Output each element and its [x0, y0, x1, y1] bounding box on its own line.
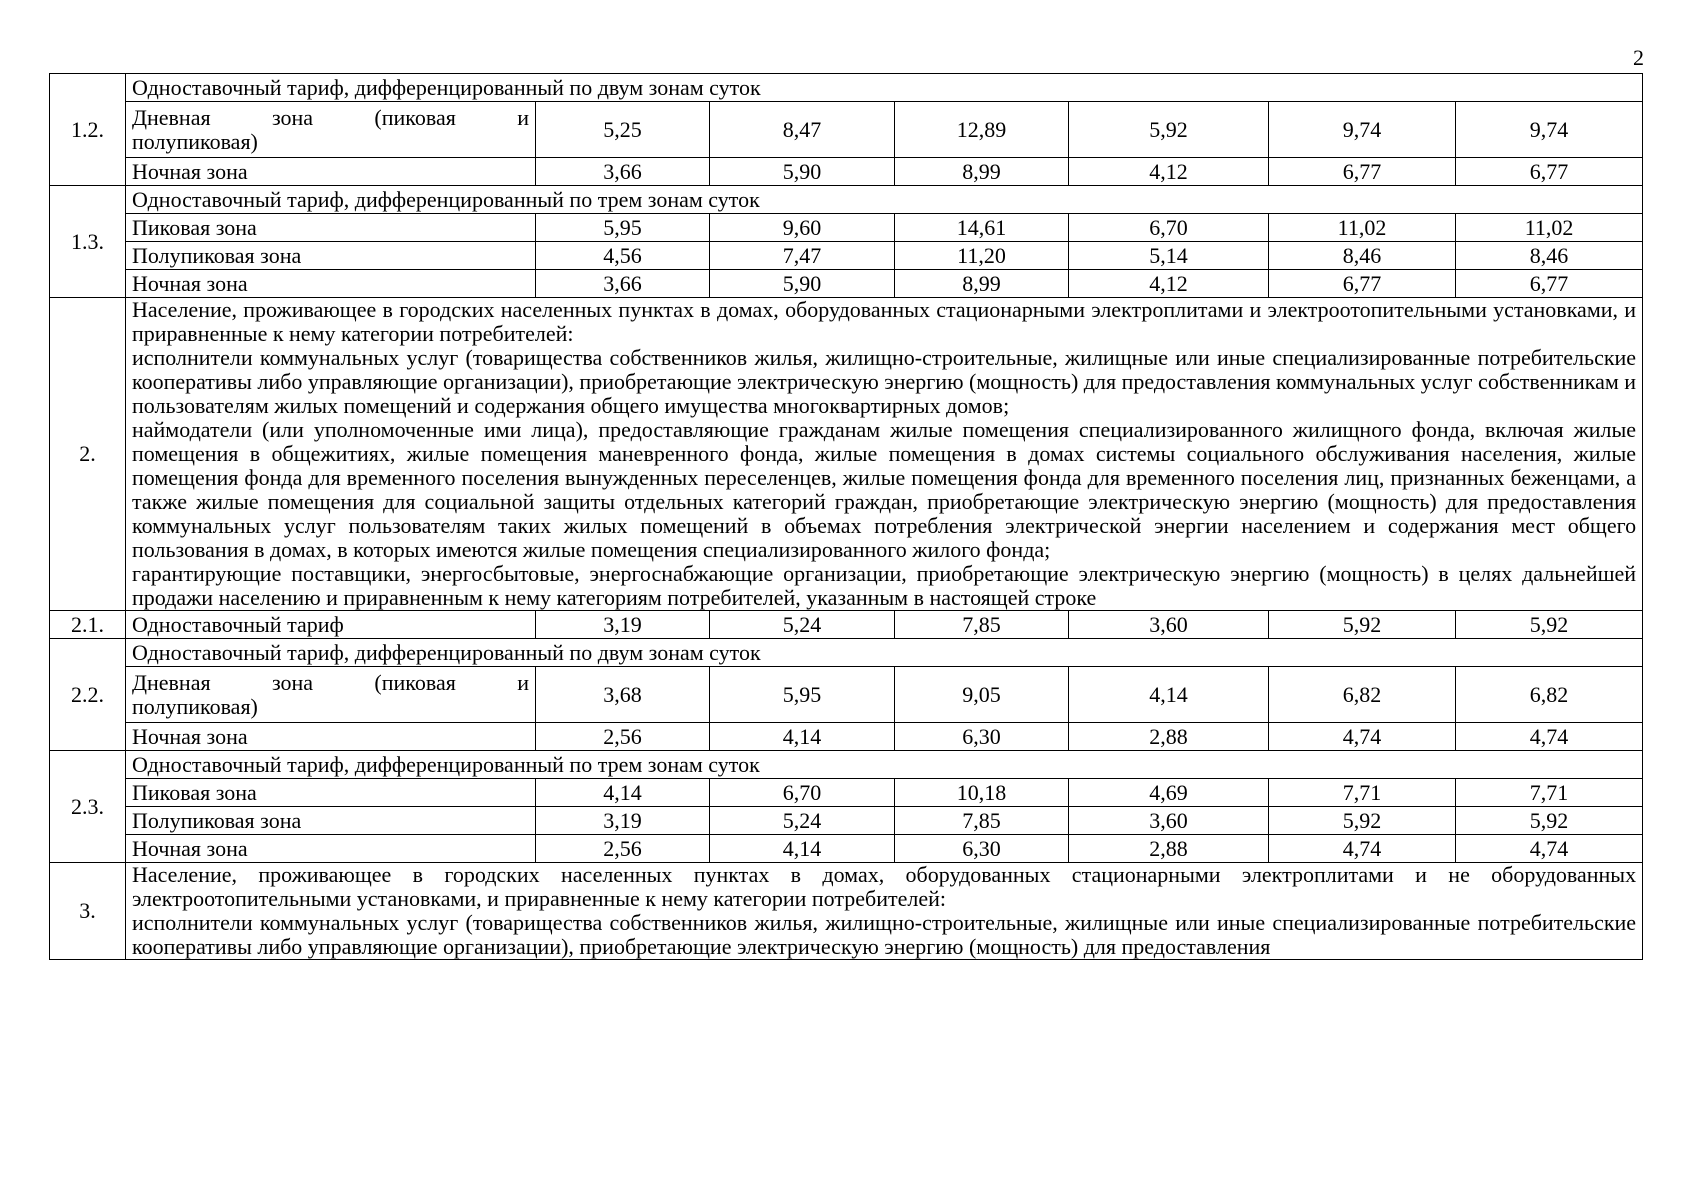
table-row: [50, 270, 1643, 298]
value-cell: 6,77: [1269, 158, 1456, 186]
value-cell: 3,68: [536, 667, 710, 723]
value-cell: 7,47: [710, 242, 895, 270]
value-cell: 9,74: [1456, 102, 1643, 158]
table-row: [50, 298, 1643, 611]
value-cell: 3,60: [1069, 611, 1269, 639]
value-cell: 5,92: [1456, 611, 1643, 639]
row-label: Ночная зона: [126, 270, 536, 298]
value-cell: 7,71: [1456, 779, 1643, 807]
table-row: [50, 242, 1643, 270]
value-cell: 6,82: [1269, 667, 1456, 723]
table-row: [50, 863, 1643, 960]
value-cell: 14,61: [895, 214, 1069, 242]
value-cell: 2,56: [536, 723, 710, 751]
description-paragraph: гарантирующие поставщики, энергосбытовые, энергоснабжающие организации, приобретающие электрическую энергию (мощность) в целях дальнейшей продажи населению и приравненным к нему категориям потребителей, указанным в настоящей строке: [132, 561, 1637, 610]
value-cell: 5,92: [1269, 807, 1456, 835]
value-cell: 5,90: [710, 270, 895, 298]
row-number: 1.2.: [50, 74, 126, 186]
value-cell: 4,74: [1456, 835, 1643, 863]
row-label: Пиковая зона: [126, 214, 536, 242]
value-cell: 4,12: [1069, 158, 1269, 186]
value-cell: 8,47: [710, 102, 895, 158]
row-number: 1.3.: [50, 186, 126, 298]
description-paragraph: исполнители коммунальных услуг (товарищества собственников жилья, жилищно-строительные, жилищные или иные специализированные потребительские кооперативы либо управляющие организации), приобретающие электрическую энергию (мощность) для предоставления: [132, 910, 1637, 959]
value-cell: 5,92: [1069, 102, 1269, 158]
value-cell: 5,24: [710, 807, 895, 835]
value-cell: 8,99: [895, 158, 1069, 186]
page-number: 2: [1633, 45, 1644, 70]
value-cell: 6,77: [1456, 270, 1643, 298]
value-cell: 2,88: [1069, 835, 1269, 863]
value-cell: 5,95: [536, 214, 710, 242]
row-number: 2.: [50, 298, 126, 611]
table-row: [50, 807, 1643, 835]
value-cell: 4,74: [1269, 723, 1456, 751]
description-paragraph: наймодатели (или уполномоченные ими лица), предоставляющие гражданам жилые помещения специализированного жилищного фонда, включая жилые помещения в общежитиях, жилые помещения маневренного фонда, жилые помещения в домах системы социального обслуживания населения, жилые помещения фонда для временного поселения вынужденных переселенцев, жилые помещения фонда для временного поселения лиц, признанных беженцами, а также жилые помещения для социальной защиты отдельных категорий граждан, приобретающие электрическую энергию (мощность) для предоставления коммунальных услуг пользователям таких жилых помещений в объемах потребления электрической энергии населением и содержания мест общего пользования в домах, в которых имеются жилые помещения специализированного жилого фонда;: [132, 417, 1637, 562]
tariff-table: [49, 73, 1643, 960]
value-cell: 5,14: [1069, 242, 1269, 270]
row-label: Дневная зона (пиковая и полупиковая): [126, 102, 536, 158]
value-cell: 2,56: [536, 835, 710, 863]
value-cell: 5,92: [1456, 807, 1643, 835]
value-cell: 4,14: [536, 779, 710, 807]
value-cell: 11,20: [895, 242, 1069, 270]
value-cell: 2,88: [1069, 723, 1269, 751]
value-cell: 7,71: [1269, 779, 1456, 807]
value-cell: 9,74: [1269, 102, 1456, 158]
value-cell: 6,70: [1069, 214, 1269, 242]
value-cell: 4,69: [1069, 779, 1269, 807]
row-label: Ночная зона: [126, 835, 536, 863]
category-description: [126, 298, 1643, 611]
value-cell: 4,12: [1069, 270, 1269, 298]
row-label: Дневная зона (пиковая и полупиковая): [126, 667, 536, 723]
value-cell: 4,14: [710, 723, 895, 751]
value-cell: 6,77: [1269, 270, 1456, 298]
table-row: [50, 214, 1643, 242]
row-number: 3.: [50, 863, 126, 960]
value-cell: 11,02: [1456, 214, 1643, 242]
section-header: Одноставочный тариф, дифференцированный по двум зонам суток: [126, 639, 1643, 667]
table-row: [50, 723, 1643, 751]
row-number: 2.1.: [50, 611, 126, 639]
value-cell: 4,74: [1456, 723, 1643, 751]
value-cell: 8,46: [1269, 242, 1456, 270]
row-label: Одноставочный тариф: [126, 611, 536, 639]
value-cell: 3,60: [1069, 807, 1269, 835]
table-row: [50, 779, 1643, 807]
value-cell: 7,85: [895, 611, 1069, 639]
value-cell: 5,25: [536, 102, 710, 158]
value-cell: 8,46: [1456, 242, 1643, 270]
row-label: Ночная зона: [126, 723, 536, 751]
row-label: Полупиковая зона: [126, 807, 536, 835]
table-row: [50, 835, 1643, 863]
table-row: [50, 639, 1643, 667]
value-cell: 5,92: [1269, 611, 1456, 639]
section-header: Одноставочный тариф, дифференцированный по трем зонам суток: [126, 186, 1643, 214]
section-header: Одноставочный тариф, дифференцированный по двум зонам суток: [126, 74, 1643, 102]
table-row: [50, 102, 1643, 158]
value-cell: 5,90: [710, 158, 895, 186]
section-header: Одноставочный тариф, дифференцированный по трем зонам суток: [126, 751, 1643, 779]
value-cell: 6,30: [895, 835, 1069, 863]
value-cell: 4,14: [1069, 667, 1269, 723]
value-cell: 6,30: [895, 723, 1069, 751]
row-number: 2.2.: [50, 639, 126, 751]
value-cell: 9,05: [895, 667, 1069, 723]
description-paragraph: исполнители коммунальных услуг (товарищества собственников жилья, жилищно-строительные, жилищные или иные специализированные потребительские кооперативы либо управляющие организации), приобретающие электрическую энергию (мощность) для предоставления коммунальных услуг собственникам и пользователям жилых помещений и содержания общего имущества многоквартирных домов;: [132, 345, 1637, 418]
value-cell: 7,85: [895, 807, 1069, 835]
table-row: [50, 186, 1643, 214]
value-cell: 5,95: [710, 667, 895, 723]
value-cell: 3,66: [536, 270, 710, 298]
value-cell: 6,82: [1456, 667, 1643, 723]
value-cell: 3,19: [536, 807, 710, 835]
value-cell: 10,18: [895, 779, 1069, 807]
value-cell: 6,70: [710, 779, 895, 807]
row-label: Ночная зона: [126, 158, 536, 186]
value-cell: 12,89: [895, 102, 1069, 158]
value-cell: 9,60: [710, 214, 895, 242]
row-label: Полупиковая зона: [126, 242, 536, 270]
value-cell: 3,19: [536, 611, 710, 639]
row-number: 2.3.: [50, 751, 126, 863]
value-cell: 4,56: [536, 242, 710, 270]
category-description: [126, 863, 1643, 960]
value-cell: 8,99: [895, 270, 1069, 298]
description-paragraph: Население, проживающее в городских населенных пунктах в домах, оборудованных стационарными электроплитами и не оборудованных электроотопительными установками, и приравненные к нему категории потребителей:: [132, 862, 1637, 911]
table-row: [50, 667, 1643, 723]
value-cell: 3,66: [536, 158, 710, 186]
value-cell: 11,02: [1269, 214, 1456, 242]
value-cell: 6,77: [1456, 158, 1643, 186]
table-row: [50, 611, 1643, 639]
value-cell: 4,74: [1269, 835, 1456, 863]
row-label: Пиковая зона: [126, 779, 536, 807]
description-paragraph: Население, проживающее в городских населенных пунктах в домах, оборудованных стационарными электроплитами и электроотопительными установками, и приравненные к нему категории потребителей:: [132, 297, 1637, 346]
value-cell: 5,24: [710, 611, 895, 639]
table-row: [50, 74, 1643, 102]
table-row: [50, 158, 1643, 186]
table-row: [50, 751, 1643, 779]
value-cell: 4,14: [710, 835, 895, 863]
